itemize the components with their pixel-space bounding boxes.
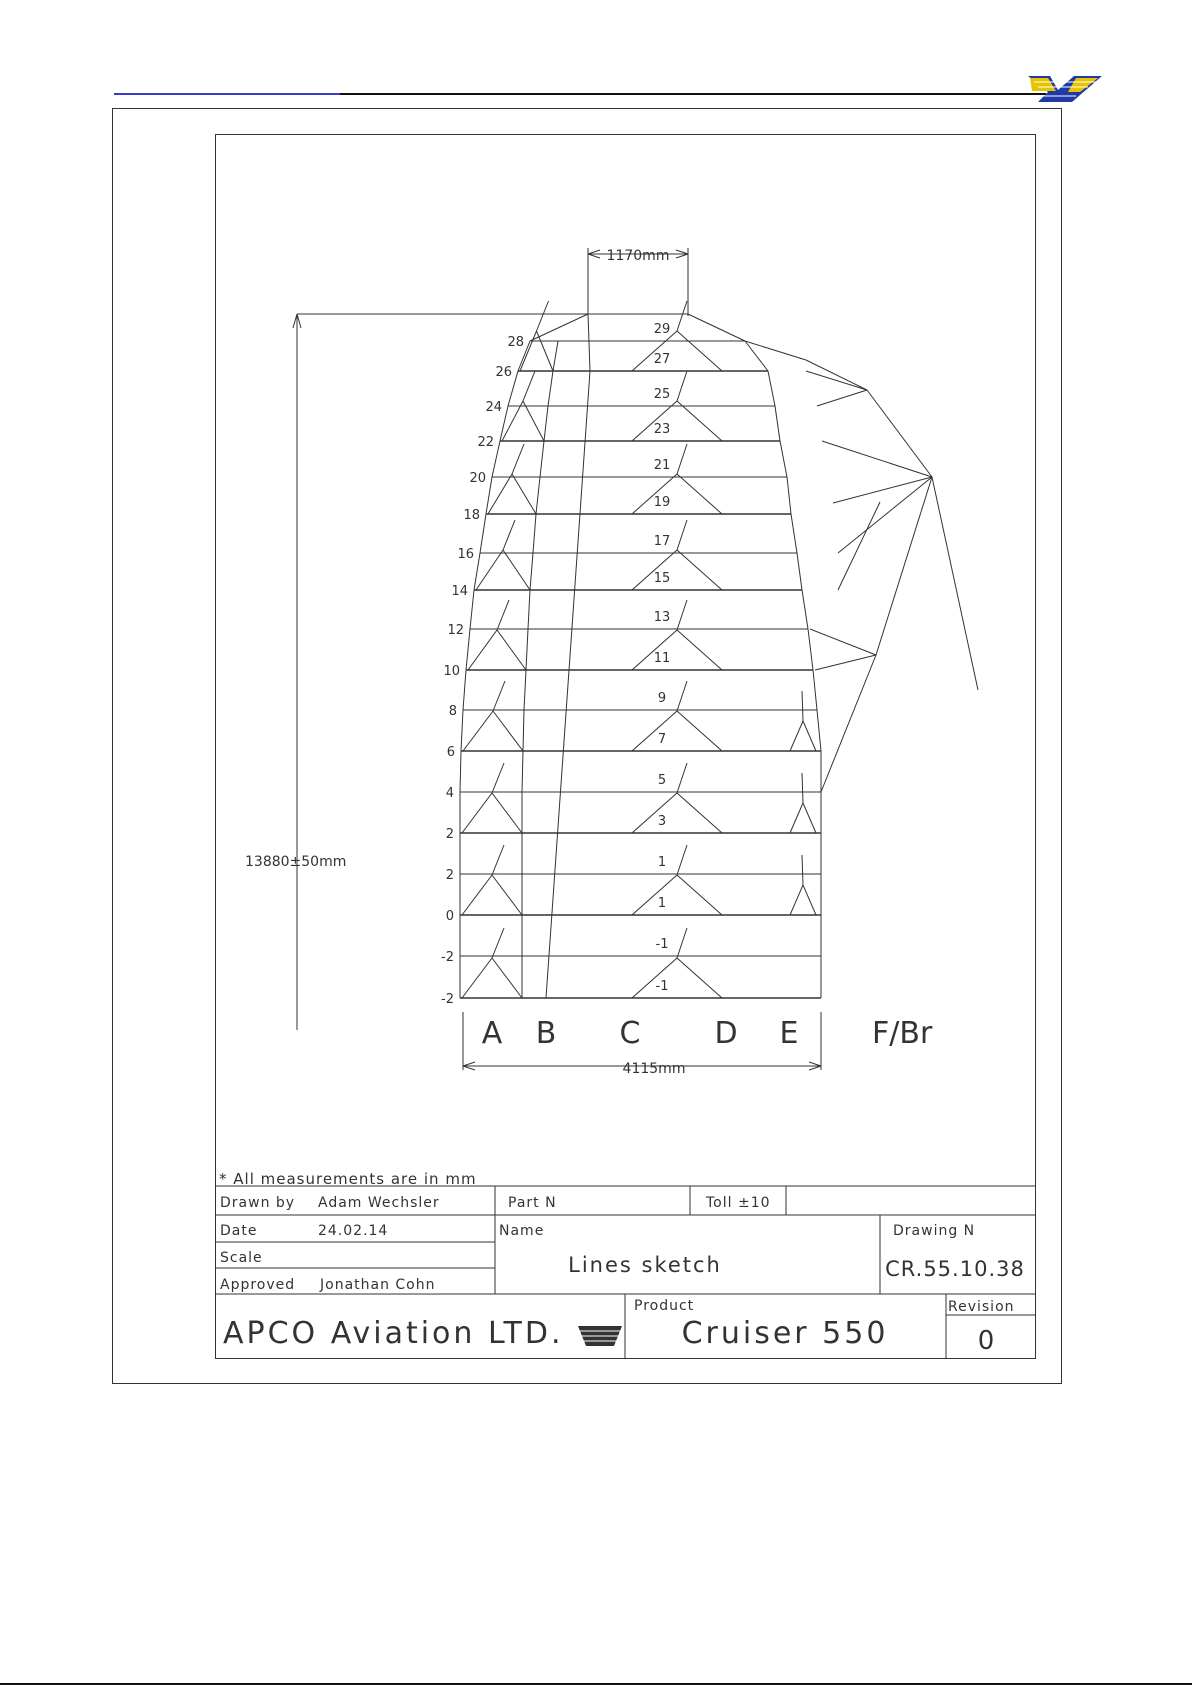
column-label: A <box>481 1016 503 1051</box>
arrow <box>588 254 600 258</box>
wing-right-edge <box>802 590 808 629</box>
height-dimension-label: 13880±50mm <box>245 854 347 870</box>
column-label: C <box>619 1016 641 1051</box>
row-label-left: -2 <box>441 992 454 1007</box>
cascade-line <box>462 875 492 915</box>
wing-left-edge <box>474 553 480 590</box>
cascade-line <box>537 301 549 331</box>
arrow <box>588 250 600 254</box>
column-b-line <box>533 514 536 553</box>
cascade-line <box>677 845 687 875</box>
brake-line <box>810 629 876 655</box>
cascade-line <box>632 711 677 751</box>
cascade-line <box>677 630 722 670</box>
cascade-line <box>790 803 803 833</box>
revision-label: Revision <box>948 1299 1015 1315</box>
wing-right-edge <box>817 710 821 751</box>
row-label-left: -2 <box>441 950 454 965</box>
brake-line <box>817 390 867 406</box>
cascade-line <box>802 691 803 721</box>
wing-right-edge <box>768 371 775 406</box>
row-label-center: 19 <box>653 495 671 510</box>
wing-left-edge <box>466 629 470 670</box>
column-b-line <box>524 670 526 710</box>
cascade-line <box>632 958 677 998</box>
column-b-line <box>548 371 553 406</box>
brake-line <box>821 655 876 792</box>
cascade-line <box>523 371 535 401</box>
wing-left-edge <box>460 751 461 792</box>
row-label-left: 4 <box>445 786 454 801</box>
company-logo-icon <box>578 1326 622 1346</box>
cascade-line <box>677 958 722 998</box>
brake-line <box>806 371 867 390</box>
row-label-left: 2 <box>445 868 454 883</box>
wing-right-edge <box>813 670 817 710</box>
cascade-line <box>463 711 493 751</box>
cascade-line <box>497 630 526 670</box>
cascade-line <box>503 520 515 550</box>
row-label-left: 18 <box>463 508 480 523</box>
brake-line <box>815 655 876 670</box>
row-label-left: 16 <box>457 547 474 562</box>
cascade-line <box>677 401 722 441</box>
cascade-line <box>677 711 722 751</box>
cascade-line <box>492 763 504 793</box>
brake-line <box>806 360 867 390</box>
cascade-line <box>677 371 687 401</box>
cascade-line <box>468 630 497 670</box>
row-label-center: 7 <box>657 732 667 747</box>
date-value: 24.02.14 <box>318 1223 389 1239</box>
row-label-center: 9 <box>657 691 667 706</box>
part-number-label: Part N <box>508 1195 557 1211</box>
brake-line <box>745 341 806 360</box>
cascade-line <box>677 301 687 331</box>
row-label-center: 27 <box>653 352 671 367</box>
cascade-line <box>493 711 523 751</box>
cascade-line <box>677 331 722 371</box>
row-label-center: 13 <box>653 610 671 625</box>
cascade-line <box>677 681 687 711</box>
wing-top-edge <box>688 314 745 341</box>
cascade-line <box>523 401 544 441</box>
cascade-line <box>790 885 803 915</box>
name-label: Name <box>499 1223 545 1239</box>
brake-line <box>822 441 932 477</box>
cascade-line <box>803 721 816 751</box>
revision-value: 0 <box>977 1326 995 1356</box>
cascade-line <box>537 331 554 371</box>
row-label-left: 10 <box>443 664 460 679</box>
column-b-line <box>522 751 523 792</box>
arrow <box>809 1062 821 1066</box>
row-label-center: 21 <box>653 458 671 473</box>
drawing-name-value: Lines sketch <box>568 1253 722 1277</box>
wing-right-edge <box>775 406 780 441</box>
row-label-left: 6 <box>446 745 455 760</box>
cascade-line <box>497 600 509 630</box>
cascade-line <box>803 803 816 833</box>
cascade-line <box>677 444 687 474</box>
cascade-line <box>462 958 492 998</box>
column-label: E <box>779 1016 799 1051</box>
cascade-line <box>632 875 677 915</box>
wing-right-edge <box>780 441 787 477</box>
row-label-center: 25 <box>653 387 671 402</box>
brake-line <box>833 477 932 503</box>
cascade-line <box>803 885 816 915</box>
cascade-line <box>492 958 522 998</box>
cascade-line <box>677 793 722 833</box>
wing-left-edge <box>470 590 474 629</box>
cascade-line <box>503 550 530 590</box>
cascade-line <box>476 550 503 590</box>
cascade-line <box>802 855 803 885</box>
column-b-line <box>544 406 548 441</box>
row-label-left: 12 <box>447 623 464 638</box>
wing-right-edge <box>745 341 768 371</box>
product-value: Cruiser 550 <box>681 1316 889 1351</box>
row-label-center: 3 <box>657 814 667 829</box>
row-label-left: 26 <box>495 365 512 380</box>
cascade-line <box>677 763 687 793</box>
drawing-number-label: Drawing N <box>893 1223 976 1239</box>
approved-value: Jonathan Cohn <box>320 1277 436 1293</box>
row-label-left: 8 <box>448 704 457 719</box>
wing-right-edge <box>797 553 802 590</box>
wing-right-edge <box>808 629 813 670</box>
row-label-center: 1 <box>657 896 667 911</box>
cascade-line <box>462 793 492 833</box>
cascade-line <box>802 773 803 803</box>
row-label-left: 20 <box>469 471 486 486</box>
width-dimension-label: 4115mm <box>622 1061 686 1077</box>
company-name: APCO Aviation LTD. <box>223 1316 564 1351</box>
cascade-line <box>677 600 687 630</box>
row-label-center: -1 <box>655 937 669 952</box>
tolerance-label: Toll ±10 <box>706 1195 771 1211</box>
arrow <box>809 1066 821 1070</box>
row-label-center: 11 <box>653 651 671 666</box>
column-label: B <box>535 1016 557 1051</box>
row-label-center: 23 <box>653 422 671 437</box>
row-label-center: 29 <box>653 322 671 337</box>
wing-right-edge <box>791 514 797 553</box>
row-label-center: 1 <box>657 855 667 870</box>
arrow <box>676 254 688 258</box>
arrow <box>297 314 301 328</box>
cascade-line <box>677 875 722 915</box>
wing-left-edge <box>461 710 463 751</box>
brake-line <box>876 477 932 655</box>
column-b-line <box>536 477 540 514</box>
column-b-line <box>528 590 530 629</box>
row-label-left: 22 <box>477 435 494 450</box>
cascade-line <box>492 845 504 875</box>
cascade-line <box>677 550 722 590</box>
row-label-left: 28 <box>507 335 524 350</box>
brake-line <box>838 477 932 553</box>
product-label: Product <box>634 1298 695 1314</box>
brake-line <box>867 390 932 477</box>
cascade-line <box>512 474 536 514</box>
drawn-by-value: Adam Wechsler <box>318 1195 440 1211</box>
column-b-line <box>526 629 528 670</box>
cascade-line <box>492 928 504 958</box>
row-label-center: 5 <box>657 773 667 788</box>
cascade-line <box>632 793 677 833</box>
cascade-line <box>502 401 523 441</box>
approved-label: Approved <box>220 1277 296 1293</box>
column-b-line <box>523 710 524 751</box>
row-label-left: 2 <box>445 827 454 842</box>
column-b-line <box>553 341 558 371</box>
cascade-line <box>492 875 522 915</box>
scale-label: Scale <box>220 1250 263 1266</box>
row-label-center: -1 <box>655 979 669 994</box>
arrow <box>293 314 297 328</box>
cascade-line <box>790 721 803 751</box>
wing-right-edge <box>787 477 791 514</box>
cascade-line <box>677 928 687 958</box>
top-dimension-label: 1170mm <box>606 248 670 264</box>
brake-line <box>932 477 978 690</box>
column-label: D <box>714 1016 738 1051</box>
column-c-line <box>588 314 590 371</box>
measurement-note: * All measurements are in mm <box>219 1170 477 1188</box>
wing-left-edge <box>480 514 486 553</box>
row-label-center: 15 <box>653 571 671 586</box>
cascade-line <box>492 793 522 833</box>
date-label: Date <box>220 1223 258 1239</box>
arrow <box>676 250 688 254</box>
row-label-left: 0 <box>445 909 454 924</box>
row-label-left: 14 <box>451 584 468 599</box>
brake-line <box>838 502 880 590</box>
cascade-line <box>493 681 505 711</box>
column-b-line <box>530 553 533 590</box>
row-label-center: 17 <box>653 534 671 549</box>
arrow <box>463 1062 475 1066</box>
cascade-line <box>677 474 722 514</box>
column-label: F/Br <box>872 1016 933 1051</box>
column-c-line <box>546 371 590 998</box>
cascade-line <box>677 520 687 550</box>
cascade-line <box>512 444 524 474</box>
drawn-by-label: Drawn by <box>220 1195 296 1211</box>
drawing-number-value: CR.55.10.38 <box>885 1257 1025 1281</box>
column-b-line <box>540 441 544 477</box>
wing-left-edge <box>463 670 466 710</box>
row-label-left: 24 <box>485 400 502 415</box>
arrow <box>463 1066 475 1070</box>
